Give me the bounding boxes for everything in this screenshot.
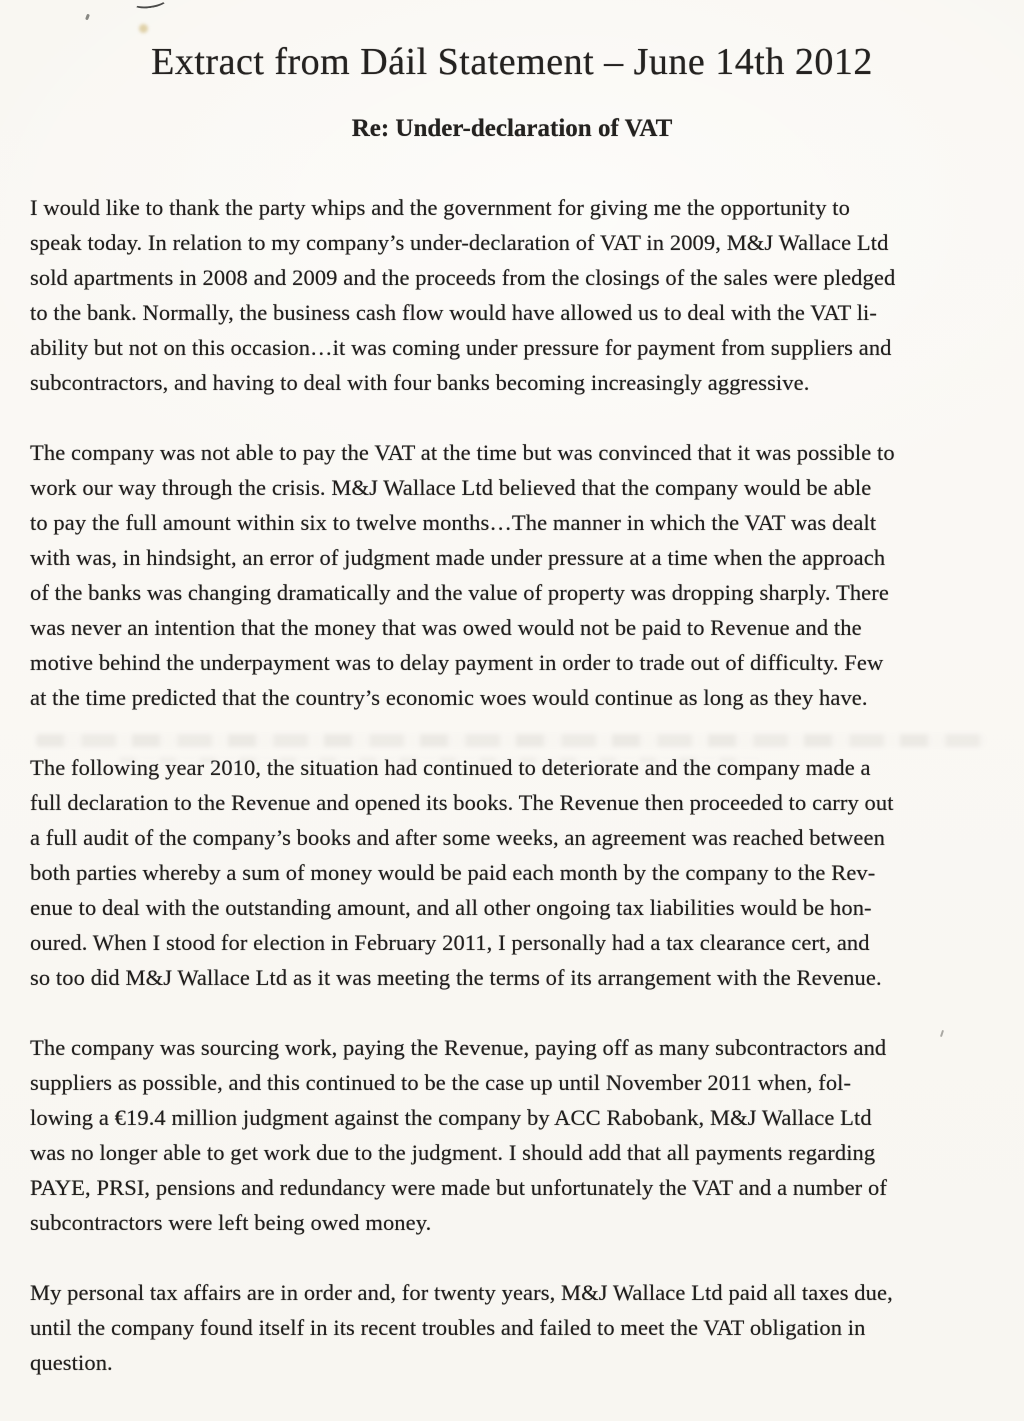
- text-line: I would like to thank the party whips and the government for giving me the opportunity to: [30, 195, 850, 220]
- text-line: oured. When I stood for election in February 2011, I personally had a tax clearance cert, and: [30, 930, 870, 955]
- text-line: subcontractors, and having to deal with four banks becoming increasingly aggressive.: [30, 370, 810, 395]
- pen-mark-artifact: [132, 0, 167, 10]
- paragraph-personal-tax: [30, 1275, 1002, 1380]
- text-line: question.: [30, 1350, 113, 1375]
- paragraph-2011-judgment: [30, 1030, 1002, 1240]
- text-line: enue to deal with the outstanding amount, and all other ongoing tax liabilities would be hon-: [30, 895, 872, 920]
- text-line: lowing a €19.4 million judgment against the company by ACC Rabobank, M&J Wallace Ltd: [30, 1105, 872, 1130]
- text-line: with was, in hindsight, an error of judgment made under pressure at a time when the approach: [30, 545, 886, 570]
- document-body: [0, 190, 1024, 1380]
- text-line: work our way through the crisis. M&J Wallace Ltd believed that the company would be able: [30, 475, 872, 500]
- text-line: so too did M&J Wallace Ltd as it was meeting the terms of its arrangement with the Revenue.: [30, 965, 882, 990]
- paragraph-intro: [30, 190, 1002, 400]
- text-line: a full audit of the company’s books and after some weeks, an agreement was reached between: [30, 825, 885, 850]
- bleedthrough-artifact-2: [120, 757, 760, 763]
- bleedthrough-artifact: [36, 734, 986, 747]
- text-line: motive behind the underpayment was to delay payment in order to trade out of difficulty. Few: [30, 650, 884, 675]
- text-line: to pay the full amount within six to twelve months…The manner in which the VAT was dealt: [30, 510, 877, 535]
- text-line: until the company found itself in its recent troubles and failed to meet the VAT obligation in: [30, 1315, 866, 1340]
- paragraph-unable-to-pay: [30, 435, 1002, 715]
- ink-speck-artifact: [85, 14, 90, 21]
- text-line: subcontractors were left being owed money.: [30, 1210, 432, 1235]
- document-title: Extract from Dáil Statement – June 14th 2012: [151, 41, 873, 83]
- text-line: The company was sourcing work, paying the Revenue, paying off as many subcontractors and: [30, 1035, 887, 1060]
- text-line: to the bank. Normally, the business cash flow would have allowed us to deal with the VAT li-: [30, 300, 877, 325]
- text-line: ability but not on this occasion…it was coming under pressure for payment from suppliers and: [30, 335, 892, 360]
- text-line: full declaration to the Revenue and opened its books. The Revenue then proceeded to carry out: [30, 790, 894, 815]
- text-line: both parties whereby a sum of money would be paid each month by the company to the Rev-: [30, 860, 876, 885]
- text-line: of the banks was changing dramatically and the value of property was dropping sharply. There: [30, 580, 889, 605]
- text-line: at the time predicted that the country’s economic woes would continue as long as they have.: [30, 685, 868, 710]
- text-line: was never an intention that the money that was owed would not be paid to Revenue and the: [30, 615, 862, 640]
- text-line: was no longer able to get work due to the judgment. I should add that all payments regarding: [30, 1140, 876, 1165]
- text-line: sold apartments in 2008 and 2009 and the proceeds from the closings of the sales were pledged: [30, 265, 896, 290]
- text-line: My personal tax affairs are in order and, for twenty years, M&J Wallace Ltd paid all taxes due,: [30, 1280, 893, 1305]
- text-line: PAYE, PRSI, pensions and redundancy were made but unfortunately the VAT and a number of: [30, 1175, 887, 1200]
- text-line: The following year 2010, the situation had continued to deteriorate and the company made a: [30, 755, 871, 780]
- text-line: suppliers as possible, and this continued to be the case up until November 2011 when, fol-: [30, 1070, 852, 1095]
- text-line: The company was not able to pay the VAT at the time but was convinced that it was possible to: [30, 440, 895, 465]
- paper-stain-artifact: [139, 24, 148, 33]
- paragraph-2010-declaration: [30, 750, 1002, 995]
- document-subject: Re: Under-declaration of VAT: [351, 115, 673, 142]
- text-line: speak today. In relation to my company’s under-declaration of VAT in 2009, M&J Wallace Ltd: [30, 230, 889, 255]
